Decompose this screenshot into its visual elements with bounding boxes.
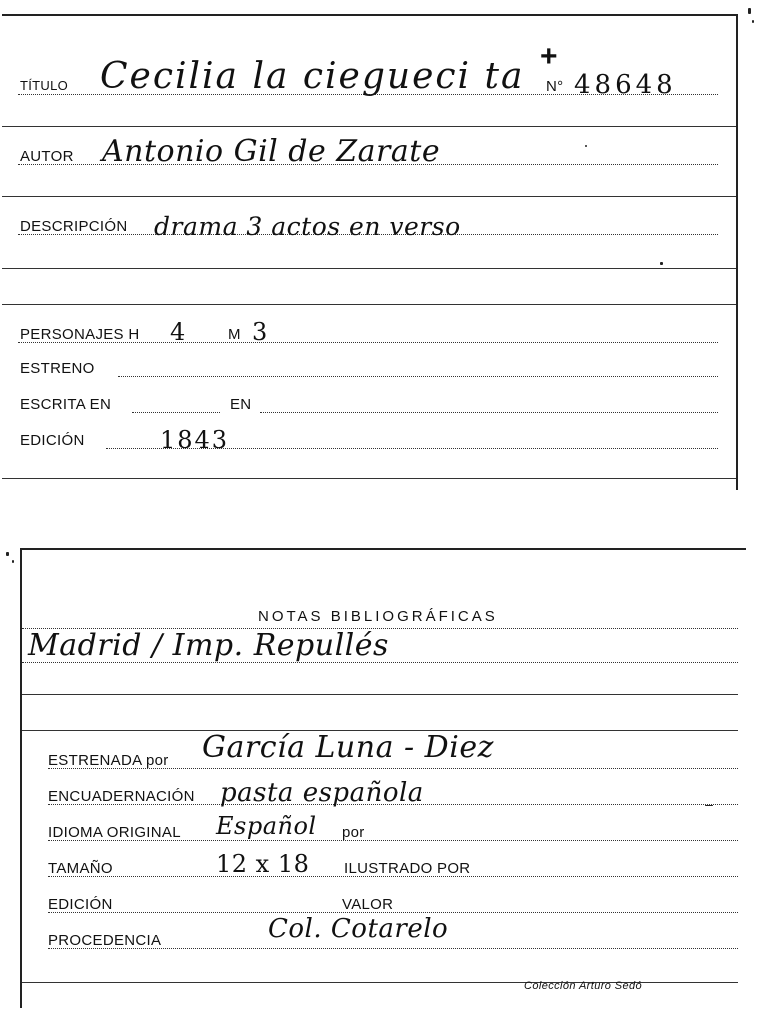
numero-value: 48648	[574, 70, 677, 100]
numero-label: N°	[546, 78, 564, 95]
estrenada-label: ESTRENADA por	[48, 752, 169, 769]
collection-credit: Colección Arturo Sedó	[524, 980, 643, 992]
section-rule	[2, 126, 736, 127]
estreno-label: ESTRENO	[20, 360, 95, 377]
scan-speck	[12, 560, 14, 563]
tamano-label: TAMAÑO	[48, 860, 113, 877]
catalog-card-front	[2, 14, 738, 490]
scan-speck	[705, 805, 713, 806]
encuadernacion-value: pasta española	[220, 778, 424, 808]
personajes-m-label: M	[228, 326, 241, 343]
idioma-value: Español	[216, 812, 317, 840]
descripcion-value: drama 3 actos en verso	[154, 212, 461, 241]
titulo-label: TÍTULO	[20, 78, 69, 93]
section-rule	[2, 478, 736, 479]
scan-speck	[585, 145, 587, 147]
section-rule	[2, 196, 736, 197]
scan-speck	[748, 8, 751, 14]
personajes-label: PERSONAJES H	[20, 326, 140, 343]
estrenada-value: García Luna - Diez	[202, 730, 494, 765]
notas-value: Madrid / Imp. Repullés	[28, 628, 389, 663]
scan-speck	[660, 262, 663, 265]
autor-value: Antonio Gil de Zarate	[102, 134, 441, 169]
escrita-en-line	[260, 412, 718, 413]
escrita-label: ESCRITA EN	[20, 396, 112, 413]
descripcion-label: DESCRIPCIÓN	[20, 218, 128, 235]
ilustrado-label: ILUSTRADO POR	[344, 860, 471, 877]
section-rule	[2, 268, 736, 269]
procedencia-label: PROCEDENCIA	[48, 932, 162, 949]
section-rule	[22, 694, 738, 695]
edicion-label: EDICIÓN	[48, 896, 113, 913]
cross-mark: +	[540, 40, 558, 73]
autor-label: AUTOR	[20, 148, 74, 165]
personajes-h-value: 4	[170, 318, 186, 346]
catalog-card-back	[20, 548, 746, 1008]
notas-line	[22, 662, 738, 663]
scan-speck	[6, 552, 9, 556]
procedencia-value: Col. Cotarelo	[268, 914, 449, 944]
notas-title: NOTAS BIBLIOGRÁFICAS	[258, 608, 498, 625]
tamano-value: 12 x 18	[216, 850, 310, 878]
escrita-line	[132, 412, 220, 413]
encuadernacion-label: ENCUADERNACIÓN	[48, 788, 195, 805]
section-rule	[2, 304, 736, 305]
edicion-label: EDICIÓN	[20, 432, 85, 449]
edicion-value: 1843	[160, 426, 230, 454]
escrita-en-label: EN	[230, 396, 252, 413]
titulo-value: Cecilia la ciegueci ta	[100, 56, 525, 97]
por-label: por	[342, 824, 365, 841]
estreno-line	[118, 376, 718, 377]
idioma-label: IDIOMA ORIGINAL	[48, 824, 181, 841]
valor-label: VALOR	[342, 896, 394, 913]
personajes-m-value: 3	[252, 318, 268, 346]
scan-speck	[752, 20, 754, 23]
